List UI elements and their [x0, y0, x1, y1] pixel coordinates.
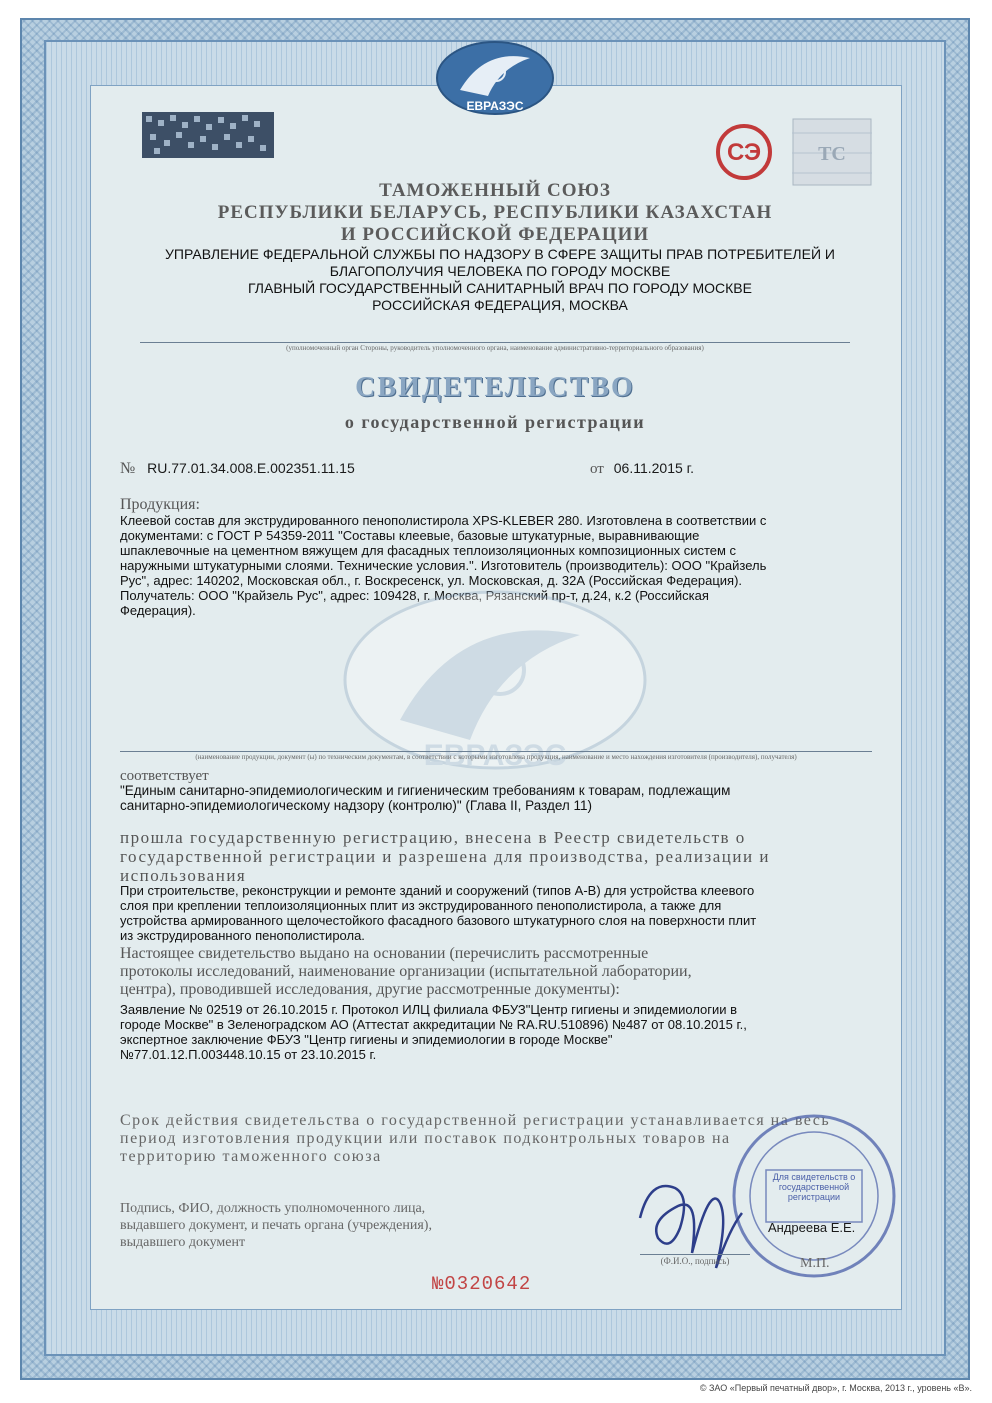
authority-caption: (уполномоченный орган Стороны, руководитель уполномоченного органа, наименование административно-территориального образования) [140, 342, 850, 352]
product-caption: (наименование продукции, документ (ы) по техническим документам, в соответствии с которыми изготовлена продукция, наименование и место нахождения изготовителя (производителя), получателя) [120, 751, 872, 761]
usage-line: При строительстве, реконструкции и ремонте зданий и сооружений (типов А-В) для устройства клеевого [120, 883, 755, 898]
basis-line: городе Москве" в Зеленоградском АО (Аттестат аккредитации № RA.RU.510896) №487 от 08.10.2015 г., [120, 1017, 747, 1032]
product-line: документами: с ГОСТ Р 54359-2011 "Составы клеевые, базовые штукатурные, выравнивающие [120, 528, 700, 543]
header-russia: И РОССИЙСКОЙ ФЕДЕРАЦИИ [340, 224, 650, 245]
validity-line: Срок действия свидетельства о государственной регистрации устанавливается на весь [120, 1112, 831, 1129]
registered-line: государственной регистрации и разрешена для производства, реализации и [120, 847, 770, 866]
security-pattern-block [142, 112, 274, 158]
header-republics: РЕСПУБЛИКИ БЕЛАРУСЬ, РЕСПУБЛИКИ КАЗАХСТАН [217, 202, 773, 223]
basis-label-line: центра), проводившей исследования, другие рассмотренные документы): [120, 981, 620, 998]
basis-label-line: протоколы исследований, наименование организации (испытательной лаборатории, [120, 963, 692, 980]
authority-line-1: УПРАВЛЕНИЕ ФЕДЕРАЛЬНОЙ СЛУЖБЫ ПО НАДЗОРУ В СФЕРЕ ЗАЩИТЫ ПРАВ ПОТРЕБИТЕЛЕЙ И [165, 246, 835, 262]
authority-line-3: ГЛАВНЫЙ ГОСУДАРСТВЕННЫЙ САНИТАРНЫЙ ВРАЧ ПО ГОРОДУ МОСКВЕ [248, 280, 752, 296]
signature-label-line: выдавшего документ, и печать органа (учреждения), [120, 1218, 432, 1233]
basis-line: №77.01.12.П.003448.10.15 от 23.10.2015 г. [120, 1047, 377, 1062]
product-label: Продукция: [120, 496, 200, 513]
printer-footer: © ЗАО «Первый печатный двор», г. Москва, 2013 г., уровень «В». [699, 1383, 972, 1393]
conformity-line: "Единым санитарно-эпидемиологическим и гигиеническим требованиям к товарам, подлежащим [120, 783, 731, 798]
conformity-mark-icon [700, 122, 788, 182]
product-line: Рус", адрес: 140202, Московская обл., г. Воскресенск, ул. Московская, д. 32А (Российская Федерация). [120, 573, 743, 588]
authority-line-4: РОССИЙСКАЯ ФЕДЕРАЦИЯ, МОСКВА [372, 297, 628, 313]
number-label: № [120, 460, 136, 477]
usage-line: из экструдированного пенополистирола. [120, 928, 365, 943]
usage-line: устройства армированного щелочестойкого фасадного базового штукатурного слоя на поверхности плит [120, 913, 757, 928]
registered-line: прошла государственную регистрацию, внесена в Реестр свидетельств о [120, 828, 746, 847]
fio-caption: (Ф.И.О., подпись) [640, 1254, 750, 1266]
product-line: Клеевой состав для экструдированного пенополистирола XPS-KLEBER 280. Изготовлена в соответствии с [120, 513, 767, 528]
hologram-sticker-icon [792, 118, 872, 186]
header-customs-union: ТАМОЖЕННЫЙ СОЮЗ [379, 180, 611, 201]
certificate-subtitle: о государственной регистрации [344, 412, 646, 432]
product-line: шпаклевочные на цементном вяжущем для фасадных теплоизоляционных композиционных систем с [120, 543, 737, 558]
product-line: Получатель: ООО "Крайзель Рус", адрес: 109428, г. Москва, Рязанский пр-т, д.24, к.2 (Российская [120, 588, 709, 603]
stamp-place-label: М.П. [800, 1256, 830, 1271]
authority-line-2: БЛАГОПОЛУЧИЯ ЧЕЛОВЕКА ПО ГОРОДУ МОСКВЕ [329, 263, 671, 279]
signatory-name: Андреева Е.Е. [768, 1220, 856, 1235]
conformity-label: соответствует [120, 768, 209, 784]
product-line: Федерация). [120, 603, 196, 618]
registration-number: RU.77.01.34.008.Е.002351.11.15 [147, 460, 355, 476]
validity-line: территорию таможенного союза [120, 1148, 382, 1165]
basis-line: экспертное заключение ФБУЗ "Центр гигиены и эпидемиологии в городе Москве" [120, 1032, 613, 1047]
usage-line: слоя при креплении теплоизоляционных плит из экструдированного пенополистирола, а также для [120, 898, 722, 913]
basis-label-line: Настоящее свидетельство выдано на основании (перечислить рассмотренные [120, 945, 649, 962]
watermark-text: ЕВРАЗЭС [423, 739, 567, 772]
product-line: наружными штукатурными слоями. Технические условия.". Изготовитель (производитель): ООО "Крайзель [120, 558, 767, 573]
eurasec-emblem-icon [430, 38, 560, 128]
certificate-title: СВИДЕТЕЛЬСТВО [355, 372, 635, 403]
registered-line: использования [120, 866, 247, 885]
hologram-text: ТС [818, 143, 846, 165]
signature-label-line: Подпись, ФИО, должность уполномоченного лица, [120, 1201, 426, 1216]
conformity-line: санитарно-эпидемиологическому надзору (контролю)" (Глава II, Раздел 11) [120, 798, 593, 813]
registration-date: 06.11.2015 г. [613, 460, 694, 476]
stamp-text: Для свидетельств о государственной регистрации [772, 1172, 856, 1202]
emblem-text: ЕВРАЗЭС [466, 99, 524, 113]
validity-line: период изготовления продукции или поставок подконтрольных товаров на [120, 1130, 731, 1147]
signature-label-line: выдавшего документ [120, 1235, 246, 1250]
conformity-mark-text: СЭ [726, 139, 762, 166]
serial-number: №0320642 [432, 1273, 532, 1295]
basis-line: Заявление № 02519 от 26.10.2015 г. Протокол ИЛЦ филиала ФБУЗ"Центр гигиены и эпидемиологии в [120, 1002, 738, 1017]
date-label: от [590, 461, 604, 477]
